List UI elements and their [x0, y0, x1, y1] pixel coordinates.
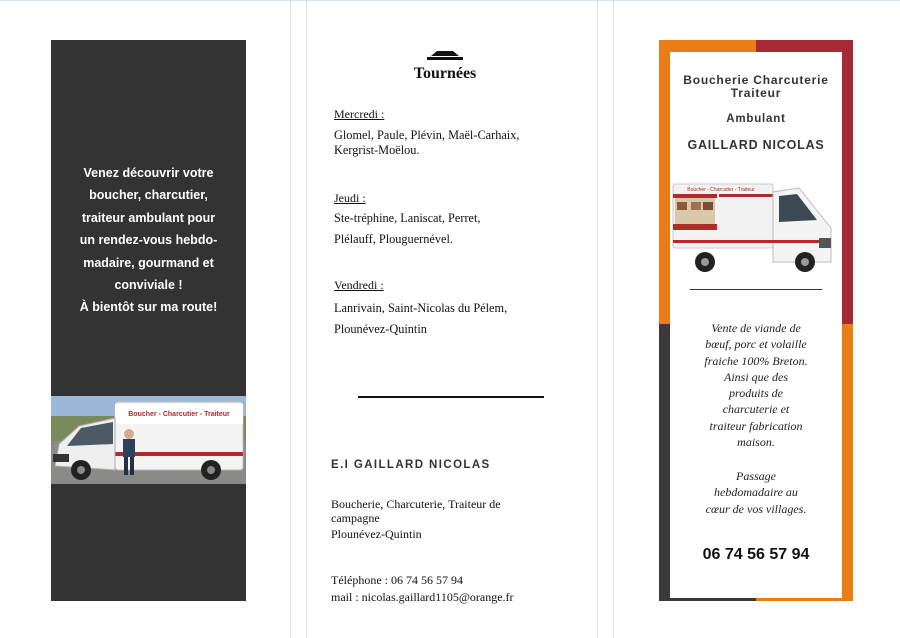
welcome-line: boucher, charcutier,	[89, 188, 208, 203]
towns-wednesday	[334, 128, 569, 158]
company-name: E.I GAILLARD NICOLAS	[331, 459, 491, 471]
welcome-line: un rendez-vous hebdo-	[79, 233, 218, 248]
passage-text	[682, 468, 830, 517]
passage-line: hebdomadaire au	[714, 485, 798, 500]
day-thursday: Jeudi :	[334, 191, 366, 205]
description-line: bœuf, porc et volaille	[705, 337, 807, 352]
description-line: charcuterie et	[722, 402, 790, 417]
welcome-line: À bientôt sur ma route!	[79, 300, 218, 315]
welcome-line: traiteur ambulant pour	[81, 210, 216, 225]
towns-thursday	[334, 208, 569, 249]
activity-line: Plounévez-Quintin	[331, 527, 422, 541]
town-line: Ste-tréphine, Laniscat, Perret,	[334, 211, 481, 225]
description-line: Vente de viande de	[711, 321, 801, 335]
contact-block	[331, 573, 571, 604]
mail-line: mail : nicolas.gaillard1105@orange.fr	[331, 590, 514, 604]
svg-text:Boucher - Charcutier - Traiteu: Boucher - Charcutier - Traiteur	[128, 411, 230, 418]
phone-line: Téléphone : 06 74 56 57 94	[331, 573, 463, 587]
fold-guide-1	[290, 0, 291, 638]
welcome-line: Venez découvrir votre	[83, 166, 214, 180]
activity-line: campagne	[331, 511, 380, 525]
town-line: Lanrivain, Saint-Nicolas du Pélem,	[334, 301, 508, 315]
town-line: Kergrist-Moëlou.	[334, 143, 420, 157]
phone-number: 06 74 56 57 94	[702, 546, 810, 563]
towns-friday	[334, 298, 569, 339]
divider-line	[358, 396, 544, 398]
business-name	[672, 74, 840, 99]
activity-block	[331, 497, 571, 541]
town-line: Plélauff, Plouguernével.	[334, 231, 453, 246]
svg-text:Boucher - Charcutier - Traiteu: Boucher - Charcutier - Traiteur	[687, 187, 755, 193]
activity-line: Boucherie, Charcuterie, Traiteur de	[331, 497, 501, 511]
fold-guide-4	[613, 0, 614, 638]
fold-guide-3	[597, 0, 598, 638]
welcome-line: conviviale !	[114, 278, 183, 293]
tours-title: Tournées	[413, 65, 477, 82]
passage-line: cœur de vos villages.	[705, 501, 807, 516]
town-line: Glomel, Paule, Plévin, Maël-Carhaix,	[334, 128, 520, 142]
fold-guide-2	[306, 0, 307, 638]
description-line: traiteur fabrication	[709, 418, 803, 433]
owner-name: GAILLARD NICOLAS	[687, 138, 825, 152]
day-wednesday: Mercredi :	[334, 107, 385, 121]
food-truck-photo	[671, 178, 836, 281]
divider-line	[690, 289, 822, 290]
description-line: produits de	[729, 386, 783, 401]
description-line: fraiche 100% Breton.	[704, 353, 808, 368]
welcome-line: madaire, gourmand et	[83, 255, 214, 270]
business-line: Traiteur	[730, 85, 782, 100]
passage-line: Passage	[736, 469, 776, 483]
butcher-van-photo	[51, 396, 246, 484]
description	[682, 320, 830, 450]
left-panel	[51, 40, 246, 601]
description-line: Ainsi que des	[724, 369, 788, 384]
town-line: Plounévez-Quintin	[334, 321, 427, 336]
top-margin-guide	[0, 0, 900, 1]
ambulant-label: Ambulant	[726, 113, 786, 125]
business-line: Boucherie Charcuterie	[683, 73, 829, 87]
description-line: maison.	[737, 435, 775, 450]
welcome-text	[59, 162, 238, 319]
day-friday: Vendredi :	[334, 278, 384, 292]
